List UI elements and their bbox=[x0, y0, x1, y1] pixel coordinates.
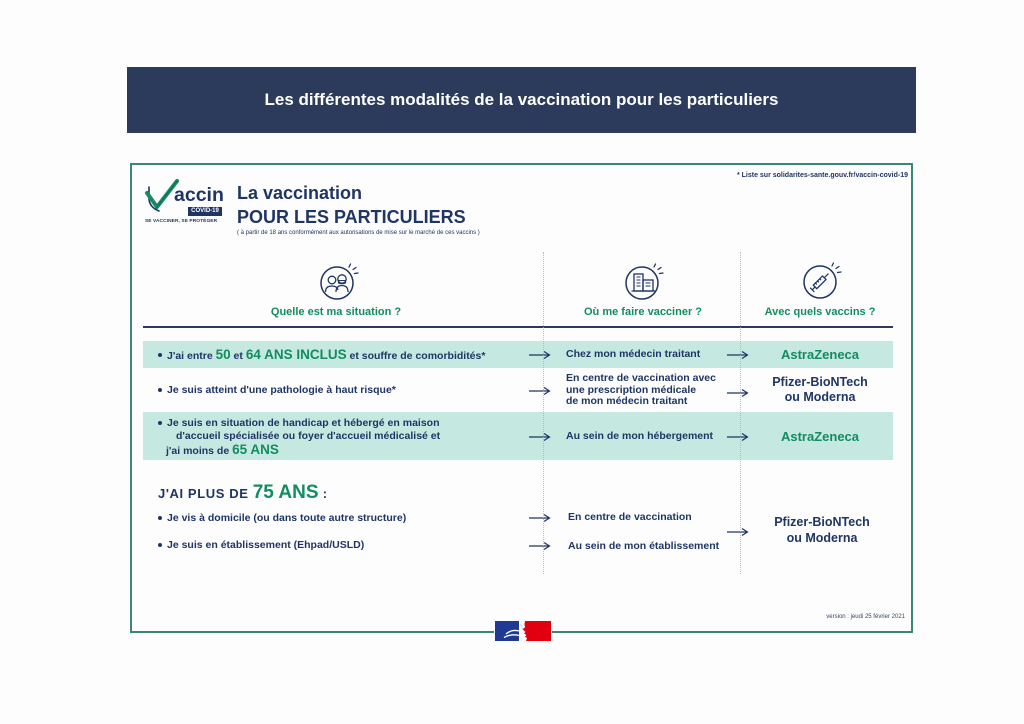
column-separator bbox=[543, 252, 544, 574]
header-divider bbox=[143, 326, 893, 328]
situation-text: et bbox=[230, 350, 246, 362]
place-line: En centre de vaccination avec bbox=[566, 372, 716, 384]
vaccine-line: Pfizer-BioNTech bbox=[772, 375, 868, 389]
heading-text: : bbox=[318, 486, 328, 501]
situation-age-highlight: 64 ANS INCLUS bbox=[245, 347, 347, 362]
arrow-right-icon bbox=[528, 541, 552, 551]
panel-subtitle: ( à partir de 18 ans conformément aux autorisations de mise sur le marché de ces vaccins ) bbox=[237, 230, 480, 236]
row-situation-line bbox=[167, 416, 440, 430]
over-75-situation: Je vis à domicile (ou dans toute autre structure) bbox=[167, 512, 407, 524]
row-vaccine bbox=[740, 375, 900, 405]
bullet-icon bbox=[158, 543, 162, 547]
bullet-icon bbox=[158, 421, 162, 425]
version-date: version : jeudi 25 février 2021 bbox=[826, 614, 905, 620]
place-line: de mon médecin traitant bbox=[566, 395, 688, 407]
arrow-right-icon bbox=[528, 432, 552, 442]
bullet-icon bbox=[158, 388, 162, 392]
row-situation-line bbox=[166, 443, 279, 458]
situation-text: d'accueil spécialisée ou foyer d'accueil médicalisé et bbox=[176, 430, 441, 442]
situation-age-highlight: 65 ANS bbox=[232, 442, 279, 457]
banner-title: Les différentes modalités de la vaccination pour les particuliers bbox=[264, 90, 779, 109]
over-75-section bbox=[143, 478, 893, 558]
arrow-right-icon bbox=[528, 350, 552, 360]
source-note: * Liste sur solidarites-sante.gouv.fr/vaccin-covid-19 bbox=[736, 172, 908, 179]
row-place: Chez mon médecin traitant bbox=[566, 348, 701, 360]
situation-age-highlight: 50 bbox=[215, 347, 231, 362]
vaccine-line: ou Moderna bbox=[786, 531, 858, 545]
situation-text: et souffre de comorbidités* bbox=[346, 350, 486, 362]
column-header-situation: Quelle est ma situation ? bbox=[270, 306, 402, 318]
row-place: Au sein de mon hébergement bbox=[566, 430, 714, 442]
row-situation bbox=[167, 383, 396, 397]
vaccine-line: Pfizer-BioNTech bbox=[774, 515, 870, 529]
covid-19-badge: COVID-19 bbox=[188, 207, 222, 216]
row-situation bbox=[167, 348, 485, 363]
row-vaccine: AstraZeneca bbox=[780, 429, 860, 444]
row-place bbox=[566, 373, 716, 408]
syringe-icon bbox=[800, 260, 844, 304]
panel-title-line-2: POUR LES PARTICULIERS bbox=[237, 207, 466, 227]
bullet-icon bbox=[158, 353, 162, 357]
title-banner bbox=[127, 67, 916, 133]
arrow-right-icon bbox=[528, 513, 552, 523]
people-icon bbox=[317, 261, 361, 305]
situation-text: Je suis atteint d'une pathologie à haut risque* bbox=[167, 384, 396, 396]
column-separator bbox=[740, 252, 741, 574]
table-row bbox=[143, 370, 893, 410]
column-header-place: Où me faire vacciner ? bbox=[584, 306, 702, 318]
logo-tagline: SE VACCINER, SE PROTÉGER bbox=[145, 219, 218, 224]
over-75-situation: Je suis en établissement (Ehpad/USLD) bbox=[167, 539, 365, 551]
vaccine-line: ou Moderna bbox=[784, 390, 856, 404]
situation-text: j'ai moins de bbox=[166, 445, 233, 457]
situation-text: J'ai entre bbox=[167, 350, 216, 362]
over-75-vaccine bbox=[742, 514, 902, 546]
heading-age-highlight: 75 ANS bbox=[252, 482, 319, 503]
table-row bbox=[143, 412, 893, 460]
building-icon bbox=[622, 261, 666, 305]
arrow-right-icon bbox=[528, 386, 552, 396]
row-situation-line bbox=[176, 429, 440, 443]
over-75-place: Au sein de mon établissement bbox=[568, 540, 720, 552]
over-75-heading bbox=[158, 482, 328, 505]
column-header-vaccine: Avec quels vaccins ? bbox=[764, 306, 876, 318]
marianne-logo bbox=[494, 619, 552, 643]
place-line: une prescription médicale bbox=[566, 383, 697, 396]
situation-text: Je suis en situation de handicap et hébergé en maison bbox=[167, 417, 440, 429]
panel-title-line-1: La vaccination bbox=[237, 183, 363, 203]
table-row bbox=[143, 341, 893, 368]
logo-wordmark: accin bbox=[174, 184, 224, 206]
over-75-place: En centre de vaccination bbox=[568, 511, 692, 523]
bullet-icon bbox=[158, 516, 162, 520]
row-vaccine: AstraZeneca bbox=[780, 347, 860, 362]
heading-text: J'AI PLUS DE bbox=[158, 486, 253, 501]
